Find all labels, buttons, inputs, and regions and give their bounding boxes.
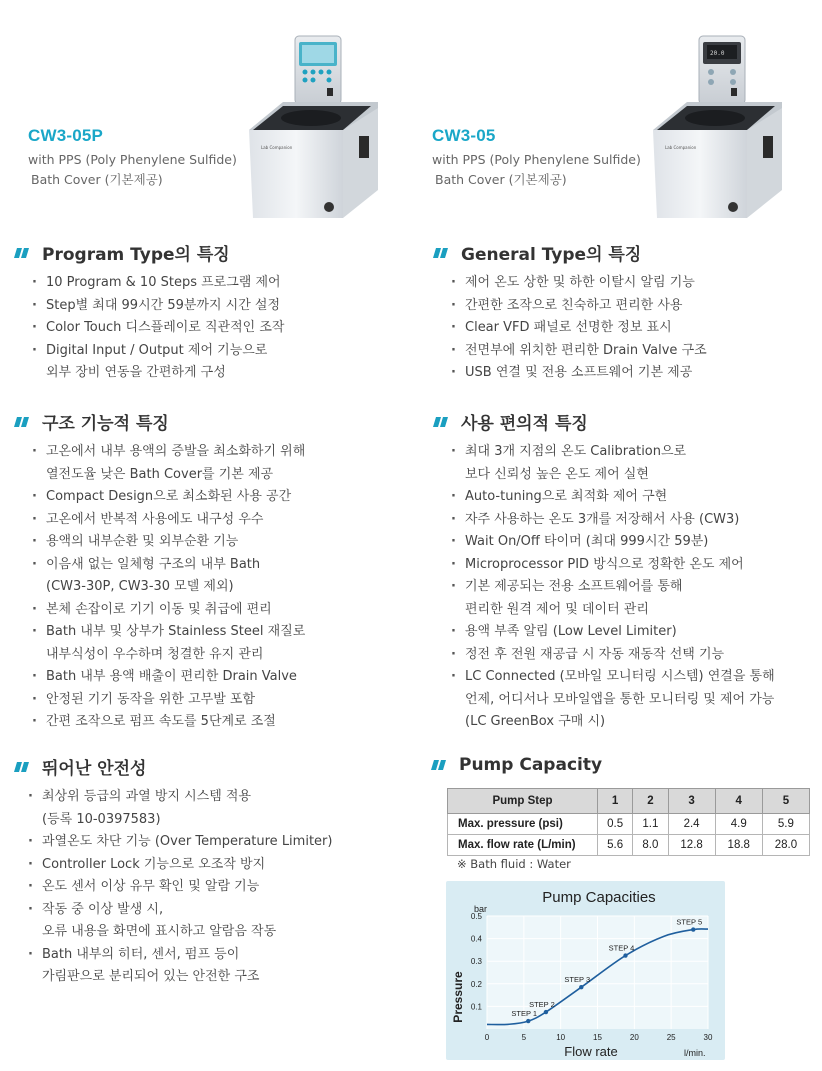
list-item-text: 내부식성이 우수하며 청결한 유지 관리 xyxy=(46,646,264,662)
step-point xyxy=(579,985,583,989)
list-item xyxy=(449,272,707,295)
product-cw3-05 xyxy=(432,126,641,190)
model-desc-1: with PPS (Poly Phenylene Sulfide) xyxy=(432,152,641,167)
model-desc-1: with PPS (Poly Phenylene Sulfide) xyxy=(28,152,237,167)
table-header-cell: 4 xyxy=(715,789,762,814)
list-item xyxy=(449,621,775,644)
section-marker-icon xyxy=(14,246,32,260)
step-point xyxy=(544,1010,548,1014)
list-item-text: · 제어 온도 상한 및 하한 이탈시 알림 기능 xyxy=(465,275,695,290)
list-item-text: · Step별 최대 99시간 59분까지 시간 설정 xyxy=(46,297,281,313)
table-cell: 18.8 xyxy=(715,835,762,856)
feature-list xyxy=(433,272,707,385)
list-item xyxy=(30,531,305,554)
section-general-type xyxy=(433,240,707,385)
list-item-text: 보다 신뢰성 높은 온도 제어 실현 xyxy=(465,466,649,482)
step-label: STEP 5 xyxy=(676,917,703,927)
section-heading xyxy=(431,755,602,775)
section-marker-icon xyxy=(14,760,32,774)
step-label: STEP 4 xyxy=(608,943,635,953)
table-row xyxy=(448,814,810,835)
y-unit-label: bar xyxy=(474,904,488,914)
list-item xyxy=(449,317,707,340)
product-cw3-05p xyxy=(28,126,237,190)
list-item xyxy=(30,340,284,385)
list-item xyxy=(30,711,305,734)
section-title: 사용 편의적 특징 xyxy=(461,414,588,434)
list-item-text: · 전면부에 위치한 편리한 Drain Valve 구조 xyxy=(465,342,707,358)
step-point xyxy=(526,1019,530,1023)
section-title: 뛰어난 안전성 xyxy=(42,759,147,779)
section-marker-icon xyxy=(14,415,32,429)
list-item xyxy=(30,272,284,295)
list-item-text: 오류 내용을 화면에 표시하고 알람음 작동 xyxy=(42,924,277,939)
table-cell: 2.4 xyxy=(668,814,715,835)
list-item-text: · 정전 후 전원 재공급 시 자동 재동작 선택 기능 xyxy=(465,646,725,662)
list-item-text: · Auto-tuning으로 최적화 제어 구현 xyxy=(465,489,668,504)
table-header-cell: 2 xyxy=(633,789,668,814)
chart-svg xyxy=(446,881,725,1060)
list-item-text: · 본체 손잡이로 기기 이동 및 취급에 편리 xyxy=(46,601,272,617)
section-safety xyxy=(14,754,332,989)
list-item-text: · 과열온도 차단 기능 (Over Temperature Limiter) xyxy=(42,834,333,849)
x-tick-label: 20 xyxy=(629,1033,639,1042)
list-item-text: · Clear VFD 패널로 선명한 정보 표시 xyxy=(465,320,672,335)
list-item-text: · 용액 부족 알림 (Low Level Limiter) xyxy=(465,624,677,639)
list-item xyxy=(30,486,305,509)
list-item-text: · 자주 사용하는 온도 3개를 저장해서 사용 (CW3) xyxy=(465,511,740,527)
section-heading xyxy=(14,409,305,434)
table-header-cell: Pump Step xyxy=(448,789,598,814)
list-item xyxy=(449,362,707,385)
list-item xyxy=(26,944,332,989)
feature-list xyxy=(14,441,305,734)
section-heading xyxy=(433,240,707,265)
list-item-text: 외부 장비 연동을 간편하게 구성 xyxy=(46,365,226,380)
y-axis-label: Pressure xyxy=(451,971,465,1023)
step-label: STEP 1 xyxy=(511,1009,538,1019)
list-item-text: · Color Touch 디스플레이로 직관적인 조작 xyxy=(46,320,285,335)
product-image-cw3-05 xyxy=(647,30,782,218)
list-item-text: · LC Connected (모바일 모니터링 시스템) 연결을 통해 xyxy=(465,669,775,684)
list-item-text: · Bath 내부의 히터, 센서, 펌프 등이 xyxy=(42,946,240,962)
list-item-text: 열전도율 낮은 Bath Cover를 기본 제공 xyxy=(46,466,274,482)
list-item-text: · 고온에서 내부 용액의 증발을 최소화하기 위해 xyxy=(46,444,306,459)
svg-text:20.0: 20.0 xyxy=(710,50,725,57)
table-header-row xyxy=(448,789,810,814)
list-item xyxy=(30,599,305,622)
section-convenience xyxy=(433,409,775,734)
list-item xyxy=(449,666,775,734)
section-heading xyxy=(14,754,332,779)
list-item-text: · 간편 조작으로 펌프 속도를 5단계로 조절 xyxy=(46,714,276,729)
section-program-type xyxy=(14,240,284,385)
table-row-header: Max. pressure (psi) xyxy=(448,814,598,835)
list-item xyxy=(449,644,775,667)
list-item-text: · 용액의 내부순환 및 외부순환 기능 xyxy=(46,534,239,549)
list-item xyxy=(30,689,305,712)
section-marker-icon xyxy=(433,415,451,429)
section-title: 구조 기능적 특징 xyxy=(42,414,169,434)
section-marker-icon xyxy=(431,758,449,772)
table-header-cell: 1 xyxy=(598,789,633,814)
list-item-text: 언제, 어디서나 모바일앱을 통한 모니터링 및 제어 가능 xyxy=(465,691,775,707)
list-item-text: · Microprocessor PID 방식으로 정확한 온도 제어 xyxy=(465,556,744,572)
model-name: CW3-05 xyxy=(432,126,496,145)
list-item xyxy=(26,786,332,831)
section-structure xyxy=(14,409,305,734)
table-cell: 28.0 xyxy=(762,835,809,856)
model-name: CW3-05P xyxy=(28,126,104,145)
list-item-text: (LC GreenBox 구매 시) xyxy=(465,714,606,729)
list-item xyxy=(449,509,775,532)
list-item-text: · 작동 중 이상 발생 시, xyxy=(42,901,164,917)
step-label: STEP 3 xyxy=(564,975,591,985)
svg-text:Lab Companion: Lab Companion xyxy=(665,145,697,150)
table-cell: 5.9 xyxy=(762,814,809,835)
section-pump-capacity xyxy=(431,755,602,775)
feature-list xyxy=(14,272,284,385)
section-title: General Type의 특징 xyxy=(461,245,642,265)
list-item-text: · 10 Program & 10 Steps 프로그램 제어 xyxy=(46,275,281,290)
x-tick-label: 25 xyxy=(666,1033,676,1042)
list-item-text: 가림판으로 분리되어 있는 안전한 구조 xyxy=(42,969,260,984)
list-item xyxy=(449,486,775,509)
x-axis-label: Flow rate xyxy=(564,1044,618,1059)
list-item xyxy=(30,317,284,340)
list-item-text: · Bath 내부 및 상부가 Stainless Steel 재질로 xyxy=(46,624,306,639)
list-item-text: · 안정된 기기 동작을 위한 고무발 포함 xyxy=(46,691,256,707)
list-item-text: · Wait On/Off 타이머 (최대 999시간 59분) xyxy=(465,534,709,549)
list-item-text: · 고온에서 반복적 사용에도 내구성 우수 xyxy=(46,511,264,527)
list-item-text: · Controller Lock 기능으로 오조작 방지 xyxy=(42,856,266,872)
table-cell: 0.5 xyxy=(598,814,633,835)
section-title: Pump Capacity xyxy=(459,755,603,775)
table-header-cell: 3 xyxy=(668,789,715,814)
section-heading xyxy=(433,409,775,434)
table-header-cell: 5 xyxy=(762,789,809,814)
product-image-cw3-05p xyxy=(243,30,378,218)
step-point xyxy=(691,927,695,931)
y-tick-label: 0.5 xyxy=(470,912,482,921)
y-tick-label: 0.4 xyxy=(470,934,482,944)
list-item-text: · 이음새 없는 일체형 구조의 내부 Bath xyxy=(46,556,261,572)
list-item xyxy=(449,441,775,486)
x-tick-label: 30 xyxy=(703,1033,713,1042)
table-cell: 12.8 xyxy=(668,835,715,856)
table-row xyxy=(448,835,810,856)
feature-list xyxy=(433,441,775,734)
list-item xyxy=(30,621,305,666)
x-tick-label: 0 xyxy=(484,1033,490,1042)
step-point xyxy=(623,953,627,957)
step-label: STEP 2 xyxy=(529,1000,555,1010)
table-row-header: Max. flow rate (L/min) xyxy=(448,835,598,856)
x-unit-label: l/min. xyxy=(684,1048,706,1058)
list-item xyxy=(30,509,305,532)
pump-capacity-table xyxy=(447,788,810,856)
section-heading xyxy=(14,240,284,265)
list-item-text: 편리한 원격 제어 및 데이터 관리 xyxy=(465,601,649,617)
list-item-text: · Digital Input / Output 제어 기능으로 xyxy=(46,342,268,358)
table-cell: 1.1 xyxy=(633,814,668,835)
list-item-text: · 간편한 조작으로 친숙하고 편리한 사용 xyxy=(465,297,683,313)
list-item-text: · 최대 3개 지점의 온도 Calibration으로 xyxy=(465,444,687,459)
section-title: Program Type의 특징 xyxy=(42,245,230,265)
model-desc-2: Bath Cover (기본제공) xyxy=(31,172,163,187)
list-item-text: · 온도 센서 이상 유무 확인 및 알람 기능 xyxy=(42,879,260,894)
feature-list xyxy=(14,786,332,989)
list-item xyxy=(30,441,305,486)
list-item-text: · 최상위 등급의 과열 방지 시스템 적용 xyxy=(42,789,252,804)
x-tick-label: 5 xyxy=(521,1033,527,1042)
list-item xyxy=(26,876,332,899)
table-note: ※ Bath fluid : Water xyxy=(457,857,571,871)
list-item xyxy=(449,295,707,318)
table-cell: 4.9 xyxy=(715,814,762,835)
list-item xyxy=(449,340,707,363)
pump-capacities-chart xyxy=(446,881,725,1060)
model-desc-2: Bath Cover (기본제공) xyxy=(435,172,567,187)
list-item xyxy=(30,295,284,318)
svg-text:Lab Companion: Lab Companion xyxy=(261,145,293,150)
y-tick-label: 0.2 xyxy=(470,979,482,989)
chart-title: Pump Capacities xyxy=(542,889,656,906)
list-item xyxy=(26,831,332,854)
y-tick-label: 0.3 xyxy=(470,957,482,967)
list-item-text: (CW3-30P, CW3-30 모델 제외) xyxy=(46,579,234,594)
y-tick-label: 0.1 xyxy=(470,1002,482,1012)
list-item xyxy=(26,854,332,877)
table-cell: 5.6 xyxy=(598,835,633,856)
list-item xyxy=(30,554,305,599)
list-item-text: (등록 10-0397583) xyxy=(42,811,161,827)
x-tick-label: 15 xyxy=(593,1033,602,1042)
list-item-text: · Compact Design으로 최소화된 사용 공간 xyxy=(46,489,292,504)
table-cell: 8.0 xyxy=(633,835,668,856)
list-item-text: · 기본 제공되는 전용 소프트웨어를 통해 xyxy=(465,579,683,594)
list-item xyxy=(449,531,775,554)
list-item xyxy=(449,576,775,621)
list-item xyxy=(30,666,305,689)
section-marker-icon xyxy=(433,246,451,260)
list-item xyxy=(26,899,332,944)
list-item-text: · USB 연결 및 전용 소프트웨어 기본 제공 xyxy=(465,365,693,380)
x-tick-label: 10 xyxy=(556,1033,566,1042)
list-item-text: · Bath 내부 용액 배출이 편리한 Drain Valve xyxy=(46,669,297,684)
list-item xyxy=(449,554,775,577)
